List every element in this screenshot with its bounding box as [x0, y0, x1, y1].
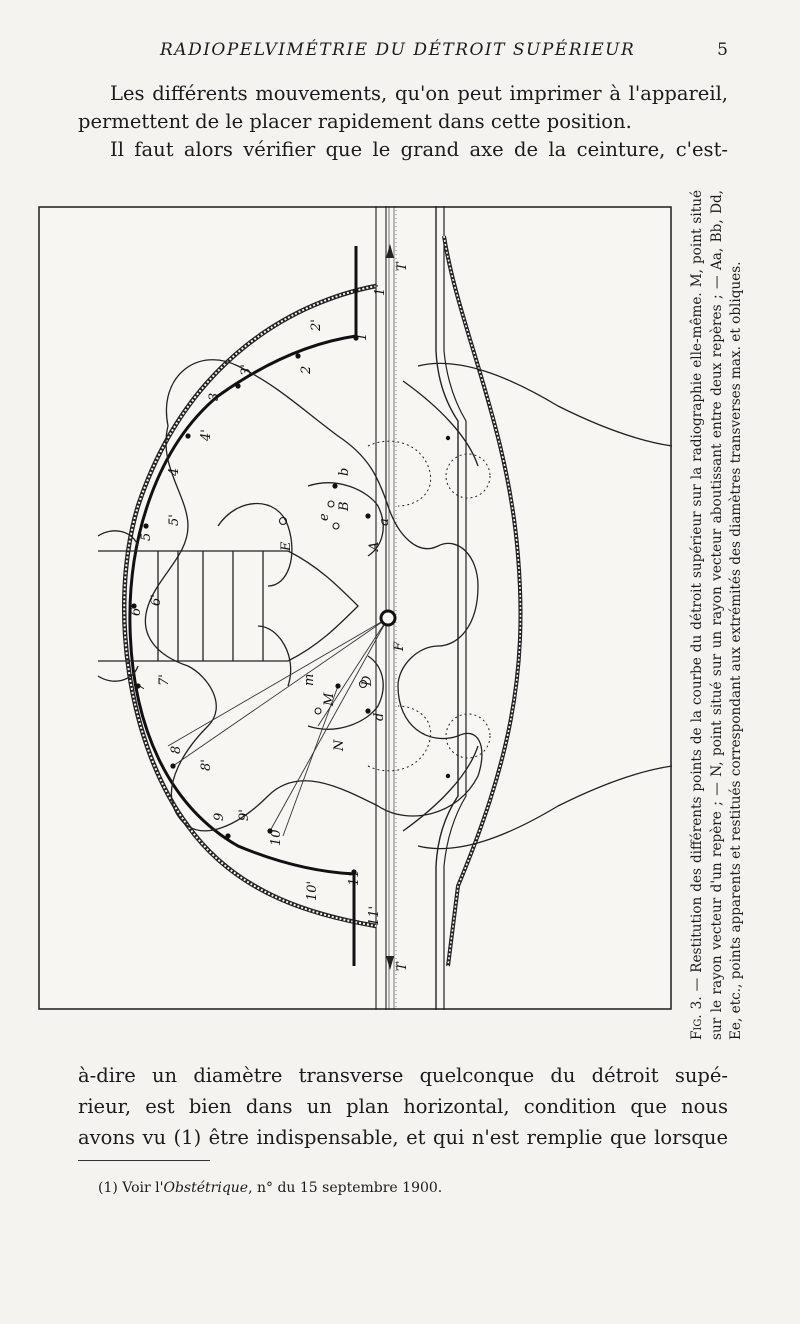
footnote-divider [78, 1160, 210, 1161]
label-4: 4 [167, 467, 182, 476]
footnote-rest: , n° du 15 septembre 1900. [248, 1180, 443, 1196]
label-m: m [302, 673, 317, 686]
text-line: à-dire un diamètre transverse quelconque du détroit supé- [78, 1064, 728, 1087]
label-A: A [367, 541, 382, 551]
text-line: Les différents mouvements, qu'on peut imprimer à l'appareil, [110, 82, 728, 105]
label-e: e [317, 513, 332, 521]
label-7p: 7' [157, 674, 172, 686]
label-7: 7 [133, 682, 148, 691]
label-6p: 6' [149, 594, 164, 606]
label-5p: 5' [167, 514, 182, 526]
caption-text: — Restitution des différents points de la courbe du détroit supérieur sur la radiographie elle-même. M, point situé sur le rayon vecteur d'un repère ; — N, point situé sur un rayon vecteur aboutissant entre deux repères ; — Aa, Bb, Dd, Ee, etc., points apparents et restitués correspondant aux extrémités des diamètres transverses max. et obliques. [689, 190, 744, 1040]
figure-label: Fig. 3. [689, 996, 705, 1040]
label-M: M [322, 692, 337, 706]
focus-point-F [381, 611, 395, 625]
text-line: permettent de le placer rapidement dans cette position. [78, 110, 632, 133]
running-title: RADIOPELVIMÉTRIE DU DÉTROIT SUPÉRIEUR [160, 40, 636, 60]
footnote-mark: (1) Voir l' [98, 1180, 164, 1196]
label-2: 2 [299, 365, 314, 374]
label-1p: 1' [373, 284, 388, 296]
pelvis-figure [38, 206, 672, 1010]
running-header [160, 40, 740, 66]
label-11p: 11' [367, 905, 382, 926]
label-D: D [360, 675, 375, 686]
label-3: 3 [207, 392, 222, 401]
label-6: 6 [129, 607, 144, 616]
label-5: 5 [139, 532, 154, 541]
label-a: a [377, 518, 392, 526]
page-number: 5 [717, 40, 728, 60]
label-B: B [337, 501, 352, 511]
label-9: 9 [212, 812, 227, 821]
pelvis-diagram [38, 206, 672, 1010]
label-3p: 3' [239, 364, 254, 376]
label-8p: 8' [199, 759, 214, 771]
text-line: rieur, est bien dans un plan horizontal, condition que nous [78, 1095, 728, 1118]
label-1: 1 [355, 332, 370, 341]
footnote [98, 1180, 442, 1196]
paragraph-top [78, 80, 728, 164]
label-T-top: T [395, 262, 410, 271]
text-line: Il faut alors vérifier que le grand axe de la ceinture, c'est- [110, 138, 728, 161]
label-11: 11 [347, 869, 362, 886]
paragraph-bottom [78, 1062, 728, 1155]
label-E: E [279, 541, 294, 551]
label-2p: 2' [309, 319, 324, 331]
figure-caption [688, 190, 747, 1040]
label-F: F [392, 641, 407, 651]
label-d: d [372, 712, 387, 721]
label-10: 10 [269, 829, 284, 846]
label-4p: 4' [199, 429, 214, 441]
label-8: 8 [169, 745, 184, 754]
label-N: N [332, 739, 347, 751]
text-line: avons vu (1) être indispensable, et qui n'est remplie que lorsque [78, 1126, 728, 1149]
label-9p: 9' [237, 809, 252, 821]
label-b: b [337, 467, 352, 476]
footnote-journal: Obstétrique [163, 1180, 249, 1196]
label-10p: 10' [305, 880, 320, 901]
label-T-bottom: T [395, 962, 410, 971]
